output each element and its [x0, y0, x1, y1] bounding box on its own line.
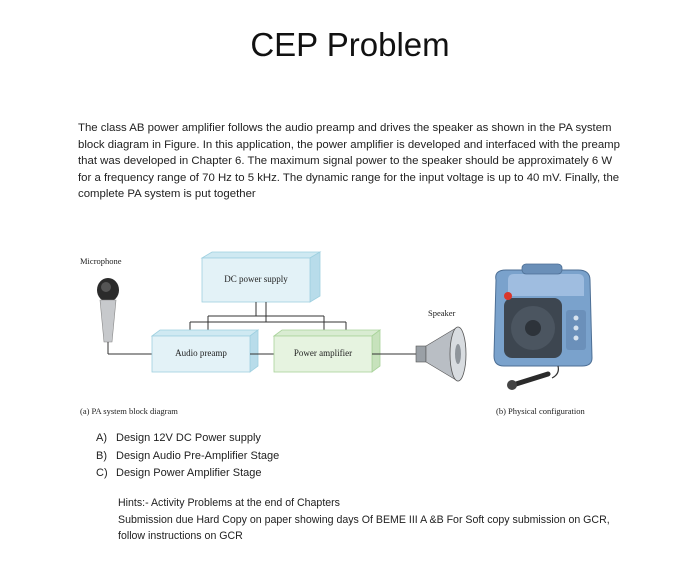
- design-task-list: [96, 430, 279, 483]
- list-item: [96, 465, 279, 483]
- hints-section: [118, 495, 628, 545]
- page-title: CEP Problem: [250, 26, 450, 63]
- list-marker: C): [96, 467, 108, 479]
- speaker-label: Speaker: [428, 308, 456, 318]
- microphone-label: Microphone: [80, 256, 122, 266]
- list-marker: B): [96, 449, 107, 462]
- list-item: [96, 430, 279, 448]
- list-item-text: Design 12V DC Power supply: [116, 432, 261, 444]
- microphone-icon: [97, 278, 152, 354]
- block-diagram-drawing: [78, 250, 638, 420]
- list-item-text: Design Power Amplifier Stage: [116, 467, 262, 479]
- list-marker: A): [96, 432, 107, 444]
- portable-pa-unit-icon: [494, 264, 592, 390]
- caption-physical-configuration: (b) Physical configuration: [496, 406, 585, 416]
- hints-heading: Hints:- Activity Problems at the end of Chapters: [118, 497, 340, 509]
- speaker-icon: [416, 327, 466, 381]
- supply-wiring: [190, 302, 346, 332]
- audio-preamp-label: Audio preamp: [175, 348, 227, 358]
- pa-system-figure: [78, 250, 638, 420]
- problem-statement: The class AB power amplifier follows the audio preamp and drives the speaker as shown in the PA system block diagram in Figure. In this application, the power amplifier is developed and interfaced with the preamp that was developed in Chapter 6. The maximum signal power to the speaker should be approximately 6 W for a frequency range of 70 Hz to 5 kHz. The dynamic range for the input voltage is up to 40 mV. Finally, the complete PA system is put together: [78, 122, 620, 201]
- caption-block-diagram: (a) PA system block diagram: [80, 406, 178, 416]
- power-amplifier-label: Power amplifier: [293, 348, 353, 358]
- list-item: [96, 448, 279, 466]
- dc-power-supply-label: DC power supply: [224, 274, 288, 284]
- list-item-text: Design Audio Pre-Amplifier Stage: [116, 449, 280, 462]
- submission-instructions: Submission due Hard Copy on paper showing days Of BEME III A &B For Soft copy submission on GCR, follow instructions on GCR: [118, 513, 610, 542]
